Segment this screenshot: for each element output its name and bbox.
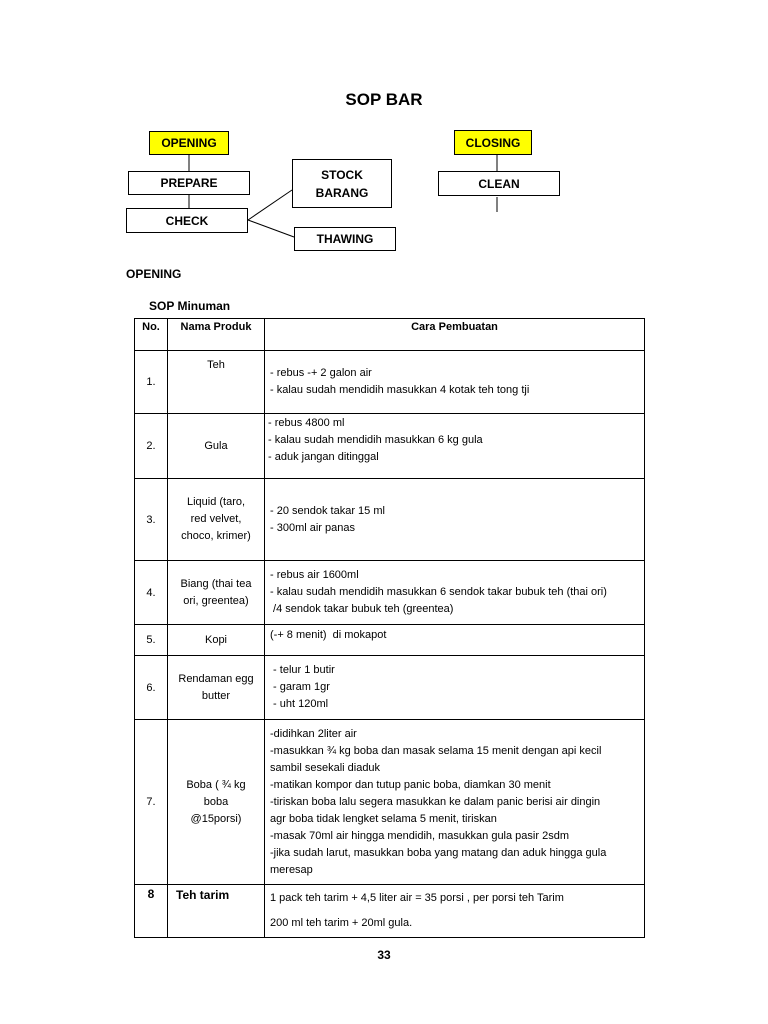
table-row <box>135 351 645 414</box>
check-box: CHECK <box>126 208 248 233</box>
table-row <box>135 561 645 625</box>
product-name-line: Liquid (taro, <box>186 496 246 508</box>
product-name-line: Gula <box>204 439 228 452</box>
step-line: (-+ 8 menit) di mokapot <box>270 629 387 641</box>
step-line: -matikan kompor dan tutup panic boba, diamkan 30 menit <box>270 778 551 791</box>
product-name-line: @15porsi) <box>190 812 242 825</box>
row-number: 2. <box>135 414 168 479</box>
step-line: -masak 70ml air hingga mendidih, masukkan gula pasir 2sdm <box>270 829 569 842</box>
product-name-line: Kopi <box>204 633 228 646</box>
product-name <box>168 351 265 414</box>
row-number: 1. <box>135 351 168 414</box>
preparation-steps <box>265 885 645 938</box>
step-line: 200 ml teh tarim + 20ml gula. <box>270 917 413 929</box>
step-line: - aduk jangan ditinggal <box>268 451 379 463</box>
product-name-line: red velvet, <box>190 513 242 525</box>
closing-box: CLOSING <box>454 130 532 155</box>
step-line: - uht 120ml <box>270 698 329 710</box>
row-number: 6. <box>135 656 168 720</box>
step-line: agr boba tidak lengket selama 5 menit, tiriskan <box>270 812 497 825</box>
stock-barang-line1: STOCK <box>321 167 363 182</box>
step-line: - garam 1gr <box>270 681 330 693</box>
table-row <box>135 720 645 885</box>
subsection-heading: SOP Minuman <box>149 299 231 313</box>
opening-box: OPENING <box>149 131 229 155</box>
product-name <box>168 720 265 885</box>
row-number: 8 <box>135 885 168 938</box>
clean-box: CLEAN <box>438 171 560 196</box>
preparation-steps <box>265 720 645 885</box>
header-no: No. <box>135 319 168 351</box>
flowchart-connectors <box>0 0 768 260</box>
step-line: - rebus -+ 2 galon air <box>270 367 372 379</box>
row-number: 4. <box>135 561 168 625</box>
preparation-steps <box>265 414 645 479</box>
product-name-line: ori, greentea) <box>183 594 249 607</box>
product-name <box>168 625 265 656</box>
step-line: - rebus 4800 ml <box>268 417 345 429</box>
page-number: 33 <box>377 948 391 962</box>
stock-barang-box <box>292 159 392 208</box>
step-line: - kalau sudah mendidih masukkan 4 kotak teh tong tji <box>270 384 530 396</box>
product-name <box>168 414 265 479</box>
step-line: -tiriskan boba lalu segera masukkan ke dalam panic berisi air dingin <box>270 795 601 808</box>
section-heading: OPENING <box>126 267 182 281</box>
product-name-line: Teh tarim <box>176 888 230 902</box>
product-name <box>168 885 265 938</box>
product-name <box>168 479 265 561</box>
product-name-line: Teh <box>207 359 225 371</box>
table-row <box>135 885 645 938</box>
row-number: 7. <box>135 720 168 885</box>
product-name-line: Boba ( ¾ kg <box>186 778 246 791</box>
step-line: - kalau sudah mendidih masukkan 6 sendok takar bubuk teh (thai ori) <box>270 586 607 598</box>
product-name-line: Rendaman egg <box>178 672 254 685</box>
step-line: - kalau sudah mendidih masukkan 6 kg gula <box>268 434 483 446</box>
header-nama-produk: Nama Produk <box>168 319 265 351</box>
prepare-box: PREPARE <box>128 171 250 195</box>
preparation-steps <box>265 351 645 414</box>
table-row <box>135 414 645 479</box>
row-number: 3. <box>135 479 168 561</box>
step-line: /4 sendok takar bubuk teh (greentea) <box>270 603 454 615</box>
preparation-steps <box>265 479 645 561</box>
step-line: 1 pack teh tarim + 4,5 liter air = 35 porsi , per porsi teh Tarim <box>270 892 564 904</box>
row-number: 5. <box>135 625 168 656</box>
product-name-line: butter <box>201 689 231 702</box>
thawing-box: THAWING <box>294 227 396 251</box>
step-line: -didihkan 2liter air <box>270 727 357 740</box>
product-name <box>168 656 265 720</box>
step-line: - 20 sendok takar 15 ml <box>270 504 385 517</box>
product-name-line: boba <box>203 795 229 808</box>
table-row <box>135 479 645 561</box>
table-row <box>135 625 645 656</box>
sop-minuman-table <box>134 318 645 938</box>
page-title: SOP BAR <box>345 90 423 109</box>
step-line: -masukkan ¾ kg boba dan masak selama 15 menit dengan api kecil <box>270 744 602 757</box>
step-line: meresap <box>270 863 313 876</box>
preparation-steps <box>265 561 645 625</box>
step-line: -jika sudah larut, masukkan boba yang matang dan aduk hingga gula <box>270 846 607 859</box>
step-line: - rebus air 1600ml <box>270 569 359 581</box>
preparation-steps <box>265 625 645 656</box>
product-name-line: Biang (thai tea <box>180 577 252 590</box>
header-cara-pembuatan: Cara Pembuatan <box>265 319 645 351</box>
step-line: - 300ml air panas <box>270 521 355 534</box>
step-line: - telur 1 butir <box>270 664 335 676</box>
table-row <box>135 656 645 720</box>
stock-barang-line2: BARANG <box>315 185 369 200</box>
product-name-line: choco, krimer) <box>181 530 251 542</box>
table-header-row <box>135 319 645 351</box>
preparation-steps <box>265 656 645 720</box>
step-line: sambil sesekali diaduk <box>270 761 381 774</box>
product-name <box>168 561 265 625</box>
